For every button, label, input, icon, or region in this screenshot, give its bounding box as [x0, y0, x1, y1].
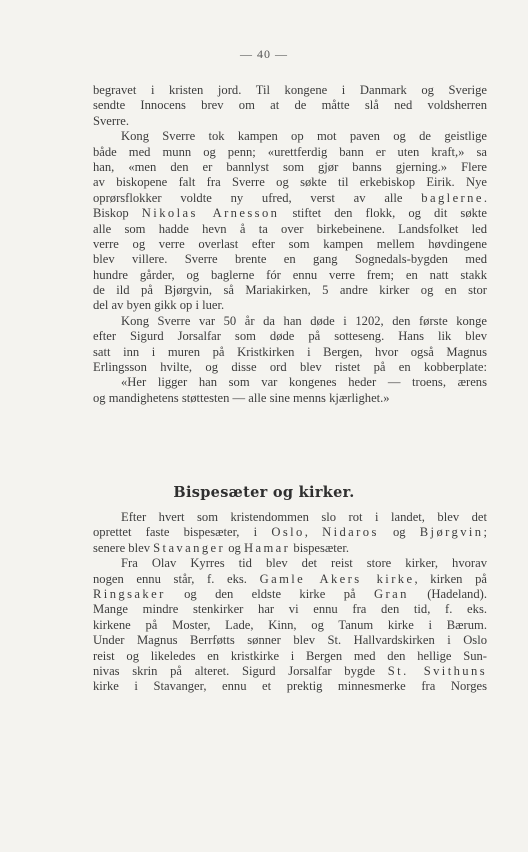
text-line: [93, 391, 487, 406]
text-line: [93, 679, 487, 694]
spaced-name: St. Svithuns: [387, 663, 487, 678]
text-line: [93, 191, 487, 206]
text-line: [93, 618, 487, 633]
spaced-name: Gran: [374, 586, 409, 601]
text-run: ;: [483, 525, 488, 540]
text-line: [93, 129, 487, 144]
text-run: nogen ennu står, f. eks.: [93, 571, 260, 586]
text-line: [93, 298, 487, 313]
text-run: av biskopene falt fra Sverre og søkte til erkebiskop Eirik. Nye: [93, 175, 487, 190]
text-line: [93, 541, 487, 556]
text-run: de ild på Bjørgvin, så Mariakirken, 5 andre kirker og en stor: [93, 283, 487, 298]
spaced-name: Hamar: [244, 540, 291, 555]
text-run: Erlingsson hvilte, og disse ord blev ristet på en kobberplate:: [93, 360, 487, 375]
text-run: og den eldste kirke på: [165, 586, 375, 601]
spaced-name: baglerne: [421, 190, 484, 205]
text-run: Kong Sverre var 50 år da han døde i 1202, den første konge: [121, 313, 487, 328]
text-line: [93, 602, 487, 617]
text-run: begravet i kristen jord. Til kongene i Danmark og Sverige: [93, 83, 487, 97]
spaced-name: Ringsaker: [93, 586, 166, 601]
text-run: både med munn og penn; «urettferdig bann er uten kraft,» sa: [93, 144, 487, 159]
text-run: stiftet den flokk, og dit søkte: [279, 206, 488, 221]
text-line: [93, 222, 487, 237]
text-run: nivas skrin på alteret. Sigurd Jorsalfar bygde: [93, 663, 388, 678]
text-run: Efter hvert som kristendommen slo rot i landet, blev det: [121, 510, 487, 524]
text-line: [93, 283, 487, 298]
text-line: [93, 664, 487, 679]
text-line: [93, 83, 487, 98]
text-run: hundre gårder, og baglerne fór ennu verre frem; en natt stakk: [93, 267, 487, 282]
spaced-name: Oslo: [271, 525, 305, 540]
text-run: «Her ligger han som var kongenes heder — troens, ærens: [121, 375, 487, 390]
text-run: verre og verre overlast efter som kampen mellem høvdingene: [93, 236, 487, 251]
text-run: og mandighetens støttesten — alle sine menns kjærlighet.»: [93, 390, 390, 405]
text-run: kirke i Stavanger, ennu et prektig minnesmerke fra Norges: [93, 679, 487, 694]
text-run: Fra Olav Kyrres tid blev det reist store kirker, hvorav: [121, 556, 487, 571]
text-run: oprørsflokker voldte ny ufred, verst av alle: [93, 190, 422, 205]
text-line: [93, 237, 487, 252]
text-line: [93, 375, 487, 390]
text-run: alle som hadde hevn å ta over birkebeinene. Landsfolket led: [93, 221, 487, 236]
spaced-name: Nidaros: [322, 525, 379, 540]
text-line: [93, 525, 487, 540]
text-line: [93, 206, 487, 221]
text-run: Sverre.: [93, 113, 130, 128]
section-heading: Bispesæter og kirker.: [173, 484, 355, 501]
text-run: kirkene på Moster, Lade, Kinn, og Tanum kirke i Bærum.: [93, 617, 487, 632]
text-run: bispesæter.: [290, 540, 350, 555]
text-run: del av byen gikk op i luer.: [93, 298, 225, 313]
text-run: blev villere. Sverre brente en gang Sognedals-bygden med: [93, 252, 487, 267]
text-run: sendte Innocens brev om at de måtte slå ned voldsherren: [93, 98, 487, 113]
text-run: .: [483, 190, 487, 205]
text-run: senere blev: [93, 540, 154, 555]
text-line: [93, 587, 487, 602]
text-run: og: [378, 525, 420, 540]
text-line: [93, 268, 487, 283]
text-line: [93, 175, 487, 190]
spaced-name: Bjørgvin: [419, 525, 484, 540]
text-line: [93, 345, 487, 360]
text-run: og: [225, 540, 244, 555]
text-run: satt inn i muren på Kristkirken i Bergen, hvor også Magnus: [93, 344, 487, 359]
text-run: reist og likeledes en kristkirke i Bergen med den hellige Sun-: [93, 648, 487, 663]
text-section-1: [93, 83, 487, 406]
text-line: [93, 572, 487, 587]
text-line: [93, 98, 487, 113]
spaced-name: Nikolas Arnesson: [141, 206, 280, 221]
text-line: [93, 329, 487, 344]
text-run: han, «men den er bannlyst som gjør banns gjerning.» Flere: [93, 159, 487, 174]
text-line: [93, 160, 487, 175]
spaced-name: Stavanger: [153, 540, 226, 555]
text-line: [93, 145, 487, 160]
text-run: oprettet faste bispesæter, i: [93, 525, 272, 540]
text-run: ,: [304, 525, 323, 540]
spaced-name: Gamle Akers kirke: [259, 571, 415, 586]
text-line: [93, 556, 487, 571]
text-run: Mange mindre stenkirker har vi ennu fra den tid, f. eks.: [93, 602, 487, 617]
text-run: efter Sigurd Jorsalfar som døde på sotteseng. Hans lik blev: [93, 329, 487, 344]
text-run: Under Magnus Berrføtts sønner blev St. Hallvardskirken i Oslo: [93, 633, 487, 648]
text-line: [93, 252, 487, 267]
text-run: Biskop: [93, 206, 142, 221]
text-run: , kirken på: [414, 571, 487, 586]
text-run: Kong Sverre tok kampen op mot paven og de geistlige: [121, 129, 487, 144]
page-number: — 40 —: [240, 47, 288, 61]
text-line: [93, 360, 487, 375]
text-line: [93, 114, 487, 129]
text-line: [93, 633, 487, 648]
text-line: [93, 510, 487, 525]
text-line: [93, 649, 487, 664]
text-line: [93, 314, 487, 329]
text-run: (Hadeland).: [408, 586, 487, 601]
text-section-2: [93, 510, 487, 695]
